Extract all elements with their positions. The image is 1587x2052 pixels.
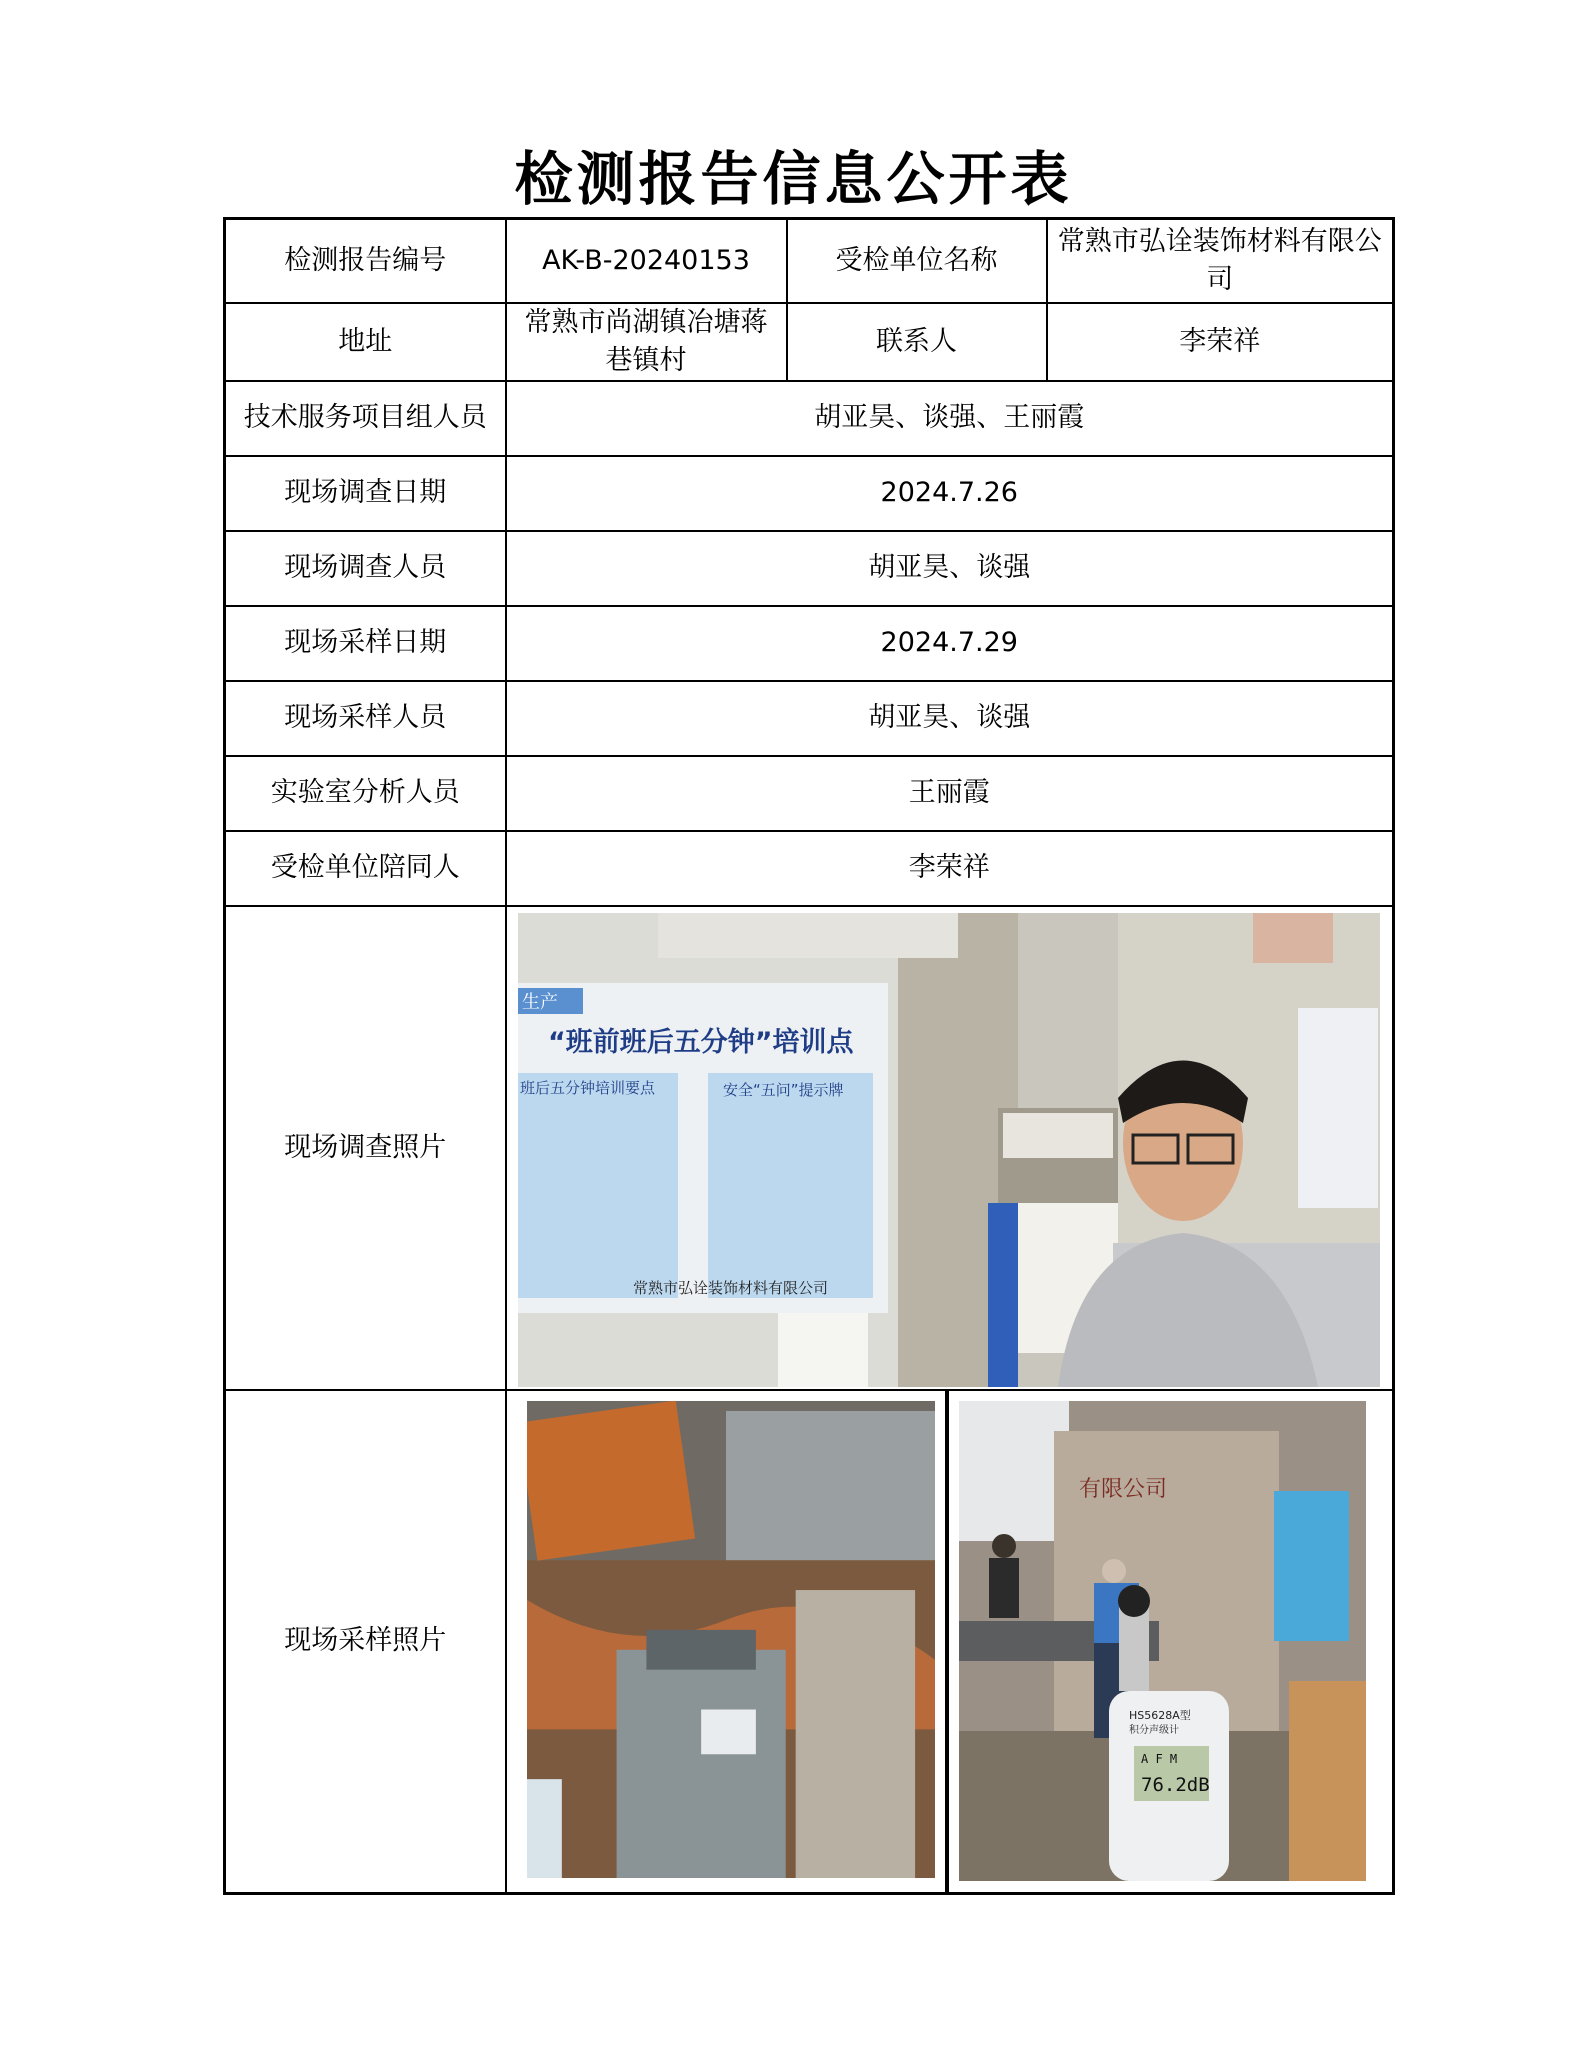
lab-staff-value: 王丽霞 <box>506 756 1394 831</box>
team-value: 胡亚昊、谈强、王丽霞 <box>506 381 1394 456</box>
address-value: 常熟市尚湖镇冶塘蒋巷镇村 <box>506 303 787 381</box>
unit-value: 常熟市弘诠装饰材料有限公司 <box>1047 219 1394 303</box>
board-tag: 生产 <box>522 992 559 1013</box>
survey-staff-value: 胡亚昊、谈强 <box>506 531 1394 606</box>
press-sign: 有限公司 <box>1078 1476 1167 1502</box>
table-row <box>225 219 1394 303</box>
address-label: 地址 <box>225 303 506 381</box>
table-row <box>225 531 1394 606</box>
board-heading: “班前班后五分钟”培训点 <box>548 1027 854 1058</box>
table-row <box>225 1390 1394 1894</box>
report-no-value: AK-B-20240153 <box>506 219 787 303</box>
table-row <box>225 906 1394 1390</box>
lab-staff-label: 实验室分析人员 <box>225 756 506 831</box>
board-left-title: 班后五分钟培训要点 <box>520 1079 656 1097</box>
sample-staff-label: 现场采样人员 <box>225 681 506 756</box>
contact-label: 联系人 <box>787 303 1047 381</box>
board-company: 常熟市弘诠装饰材料有限公司 <box>633 1279 829 1297</box>
escort-value: 李荣祥 <box>506 831 1394 906</box>
page-title: 检测报告信息公开表 <box>514 145 1073 213</box>
table-row <box>225 381 1394 456</box>
table-row <box>225 756 1394 831</box>
survey-date-value: 2024.7.26 <box>506 456 1394 531</box>
meter-mode: A F M <box>1140 1751 1177 1766</box>
table-row <box>225 456 1394 531</box>
sample-staff-value: 胡亚昊、谈强 <box>506 681 1394 756</box>
survey-date-label: 现场调查日期 <box>225 456 506 531</box>
survey-photo-cell <box>506 906 1394 1390</box>
contact-value: 李荣祥 <box>1047 303 1394 381</box>
meter-reading: 76.2dB <box>1140 1773 1210 1796</box>
sample-photo-right <box>949 1391 1376 1892</box>
report-table <box>223 217 1395 1895</box>
table-row <box>225 606 1394 681</box>
sample-date-label: 现场采样日期 <box>225 606 506 681</box>
table-row <box>225 303 1394 381</box>
board-right-title: 安全“五问”提示牌 <box>723 1081 844 1099</box>
report-no-label: 检测报告编号 <box>225 219 506 303</box>
team-label: 技术服务项目组人员 <box>225 381 506 456</box>
sample-photo-label: 现场采样照片 <box>225 1390 506 1894</box>
survey-photo <box>518 913 1380 1387</box>
unit-label: 受检单位名称 <box>787 219 1047 303</box>
sample-photo-left <box>515 1391 945 1890</box>
sample-date-value: 2024.7.29 <box>506 606 1394 681</box>
meter-name: 积分声级计 <box>1128 1724 1179 1736</box>
escort-label: 受检单位陪同人 <box>225 831 506 906</box>
meter-model: HS5628A型 <box>1128 1708 1191 1722</box>
table-row <box>225 831 1394 906</box>
sample-photo-group <box>515 1391 1385 1892</box>
table-row <box>225 681 1394 756</box>
sample-photo-cell <box>506 1390 1394 1894</box>
survey-photo-label: 现场调查照片 <box>225 906 506 1390</box>
survey-staff-label: 现场调查人员 <box>225 531 506 606</box>
